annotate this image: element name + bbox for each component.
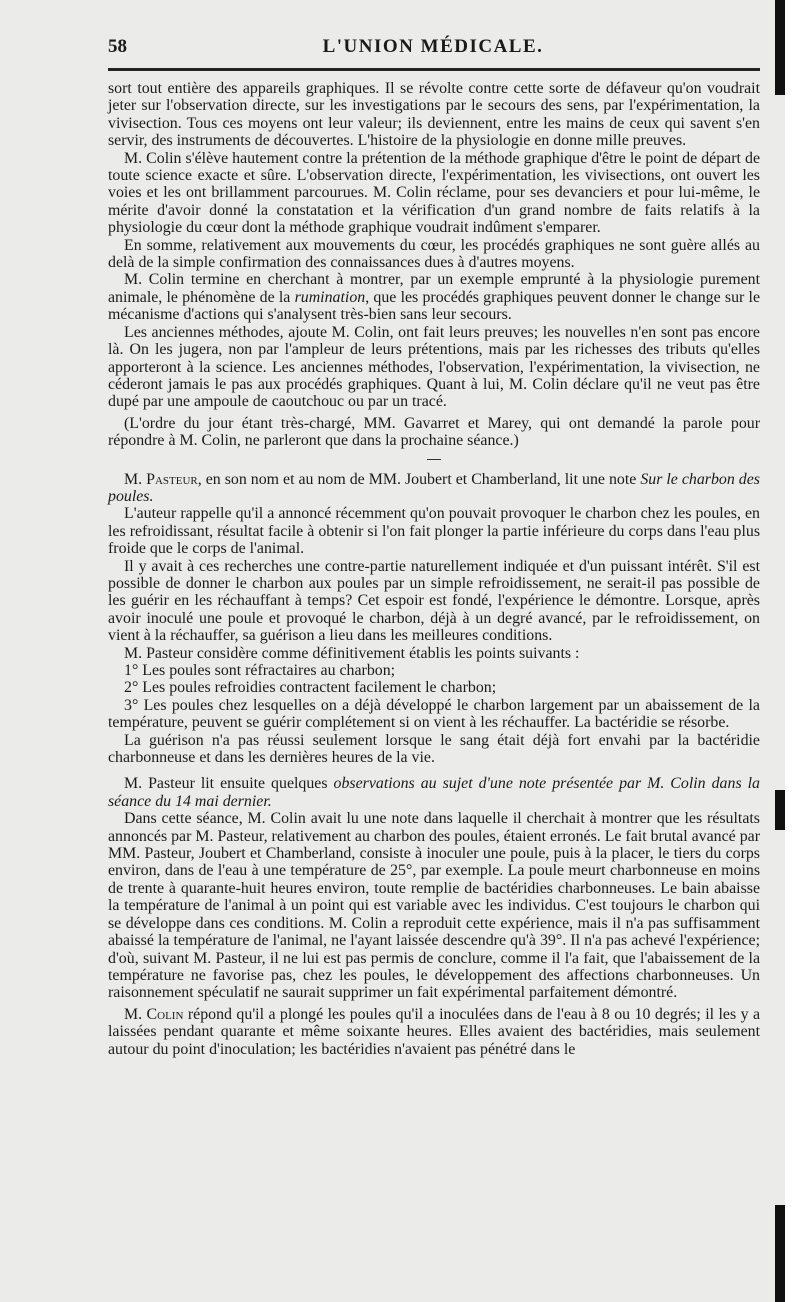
paragraph: Dans cette séance, M. Colin avait lu une note dans laquelle il cherchait à montrer que les résultats annoncés par M. Pasteur, relativement au charbon des poules, étaient erronés. Le fait brutal avancé par MM. Pasteur, Joubert et Chamberland, consiste à inoculer une poule, puis à la placer, le tiers du corps environ, dans de l'eau à une température de 25°, par exemple. La poule meurt charbonneuse en moins de trente à quarante-huit heures environ, toute remplie de bactéridies charbonneuses. Le bain abaisse la température de l'animal à un point qui est variable avec les individus. C'est toujours le charbon qui se développe dans ces conditions. M. Colin a reproduit cette expérience, mais il n'a pas suffisamment abaissé la température de l'animal, ne l'ayant laissée descendre qu'à 39°. Il n'a pas achevé l'expérience; d'où, suivant M. Pasteur, il ne lui est pas permis de conclure, comme il l'a fait, que l'abaissement de la température ne favorise pas, chez les poules, le développement des affections charbonneuses. Un raisonnement spéculatif ne saurait supprimer un fait expérimental parfaitement démontré. xyxy=(108,810,760,1002)
speaker-name: Pasteur xyxy=(146,470,198,488)
article-body xyxy=(108,80,760,1058)
section-separator xyxy=(108,451,760,465)
paragraph: M. Pasteur considère comme définitivement établis les points suivants : xyxy=(124,644,580,662)
paragraph: En somme, relativement aux mouvements du cœur, les procédés graphiques ne sont guère allés au delà de la simple confirmation des connaissances dues à d'autres moyens. xyxy=(108,236,760,272)
paragraph xyxy=(108,271,760,323)
paragraph-text: M. Colin termine en cherchant à montrer, par un exemple emprunté à la physiologie purement animale, le phénomène de la xyxy=(108,271,760,306)
list-item: 3° Les poules chez lesquelles on a déjà développé le charbon largement par un abaissement de la température, peuvent se guérir complétement si on vient à les réchauffer. La bactéridie se résorbe. xyxy=(108,696,760,732)
paragraph: sort tout entière des appareils graphiques. Il se révolte contre cette sorte de défaveur qu'on voudrait jeter sur l'observation directe, sur les investigations par le secours des sens, par l'expérimentation, la vivisection. Tous ces moyens ont leur valeur; ils deviennent, entre les mains de ceux qui savent s'en servir, des instruments de découvertes. L'histoire de la physiologie en donne mille preuves. xyxy=(108,80,760,150)
note-title: Sur le charbon des poules. xyxy=(108,470,760,505)
paragraph: L'auteur rappelle qu'il a annoncé récemment qu'on pouvait provoquer le charbon chez les poules, en les refroidissant, résultat facile à obtenir si l'on fait plonger la partie inférieure du corps dans l'eau plus froide que le corps de l'animal. xyxy=(108,505,760,558)
paragraph: M. Colin s'élève hautement contre la prétention de la méthode graphique d'être le point de départ de toute science exacte et sûre. L'observation directe, l'expérimentation, les vivisections, ont ouvert les voies et les ont brillamment parcourues. M. Colin réclame, pour ses devanciers et pour lui-même, le mérite d'avoir donné la constatation et la vérification d'un grand nombre de faits relatifs à la physiologie du cœur dont la méthode graphique voudrait indûment s'emparer. xyxy=(108,149,760,237)
paragraph xyxy=(108,1006,760,1058)
page-header xyxy=(108,36,758,62)
header-rule xyxy=(108,68,760,71)
speaker-prefix: M. xyxy=(124,470,147,488)
speaker-prefix: M. xyxy=(124,1005,147,1023)
paragraph-text: , en son nom et au nom de MM. Joubert et Chamberland, lit une note xyxy=(197,470,641,488)
page-edge-shadow xyxy=(775,0,785,95)
paragraph: La guérison n'a pas réussi seulement lorsque le sang était déjà fort envahi par la bactéridie charbonneuse et dans les dernières heures de la vie. xyxy=(108,731,760,767)
session-note: (L'ordre du jour étant très-chargé, MM. Gavarret et Marey, qui ont demandé la parole pour répondre à M. Colin, ne parleront que dans la prochaine séance.) xyxy=(108,414,760,450)
paragraph xyxy=(108,775,760,810)
emphasis-text: observations au sujet d'une note présentée par M. Colin dans la séance du 14 mai dernier. xyxy=(108,775,760,810)
running-title: L'UNION MÉDICALE. xyxy=(322,36,544,57)
paragraph xyxy=(108,471,760,506)
emphasis-text: rumination xyxy=(294,288,366,306)
page-edge-shadow xyxy=(775,790,785,830)
paragraph-text: M. Pasteur lit ensuite quelques xyxy=(124,775,334,793)
speaker-name: Colin xyxy=(146,1005,184,1023)
paragraph: Les anciennes méthodes, ajoute M. Colin, ont fait leurs preuves; les nouvelles n'en sont pas encore là. On les jugera, non par l'ampleur de leurs prétentions, mais par les richesses des tributs qu'elles apporteront à la science. Les anciennes méthodes, l'observation, l'expérimentation, la vivisection, ne céderont jamais le pas aux procédés graphiques. Quant à lui, M. Colin déclare qu'il ne veut pas être dupé par une ampoule de caoutchouc ou par un tracé. xyxy=(108,323,760,411)
list-item: 2° Les poules refroidies contractent facilement le charbon; xyxy=(124,679,497,697)
page-edge-shadow xyxy=(775,1205,785,1302)
list-item: 1° Les poules sont réfractaires au charbon; xyxy=(124,662,396,679)
paragraph-text: répond qu'il a plongé les poules qu'il a inoculées dans de l'eau à 8 ou 10 degrés; il les y a laissées pendant quarante et même soixante heures. Elles avaient des bactéridies, mais seulement autour du point d'inoculation; les bactéridies n'avaient pas pénétré dans le xyxy=(108,1005,761,1058)
paragraph-text: , que les procédés graphiques peuvent donner le change sur le mécanisme d'actions qui s'analysent très-bien sans leur secours. xyxy=(108,288,760,324)
page-number: 58 xyxy=(108,36,127,57)
paragraph: Il y avait à ces recherches une contre-partie naturellement indiquée et d'un puissant intérêt. S'il est possible de donner le charbon aux poules par un simple refroidissement, ne serait-il pas possible de les guérir en les réchauffant à temps? Cet espoir est fondé, l'expérience le démontre. Lorsque, après avoir inoculé une poule et provoqué le charbon, déjà à un degré avancé, par le refroidissement, on vient à la réchauffer, sa guérison a lieu dans les meilleures conditions. xyxy=(108,557,760,645)
